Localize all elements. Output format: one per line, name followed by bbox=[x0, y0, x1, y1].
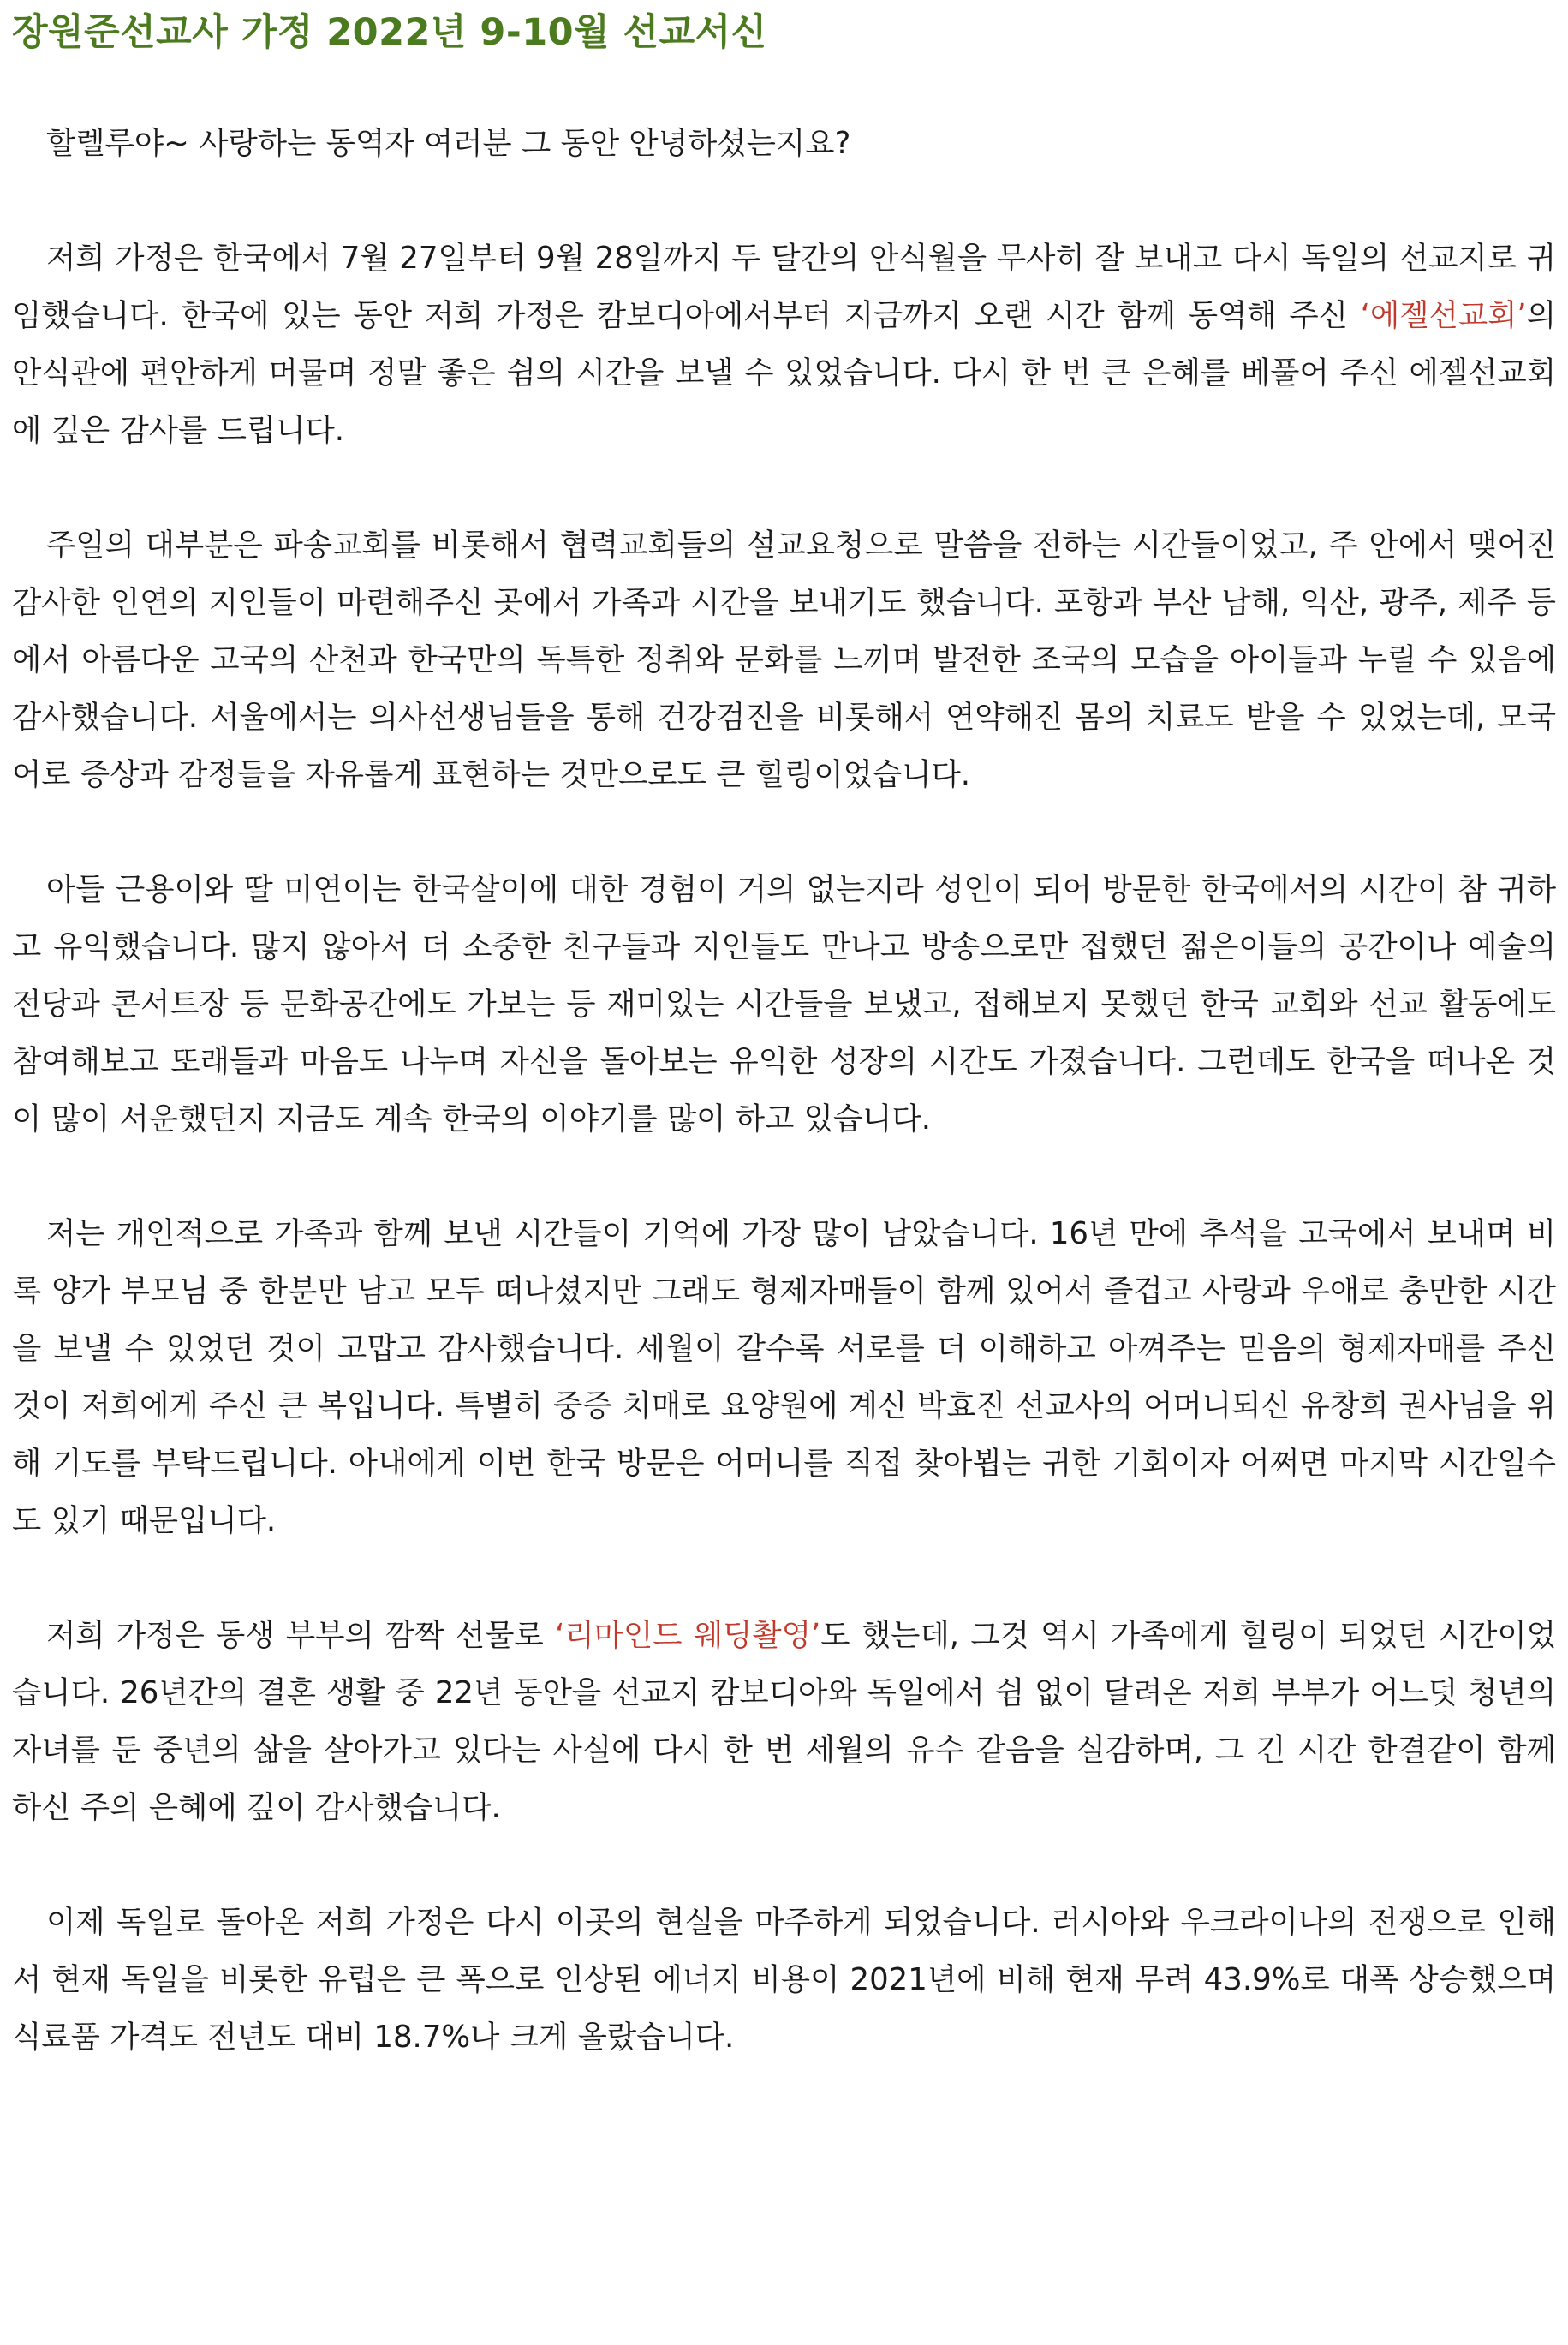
paragraph bbox=[12, 1607, 1556, 1836]
highlighted-text: ‘리마인드 웨딩촬영’ bbox=[555, 1618, 821, 1653]
paragraph-text: 도 했는데, 그것 역시 가족에게 힐링이 되었던 시간이었습니다. 26년간의 결혼 생활 중 22년 동안을 선교지 캄보디아와 독일에서 쉼 없이 달려온 저희 부부가 어느덧 청년의 자녀를 둔 중년의 삶을 살아가고 있다는 사실에 다시 한 번 세월의 유수 같음을 실감하며, 그 긴 시간 한결같이 함께 하신 주의 은혜에 깊이 감사했습니다. bbox=[12, 1618, 1556, 1825]
paragraph-text: 할렐루야~ 사랑하는 동역자 여러분 그 동안 안녕하셨는지요? bbox=[46, 126, 851, 161]
paragraph bbox=[12, 1894, 1556, 2066]
paragraph bbox=[12, 1205, 1556, 1549]
paragraph-text: 이제 독일로 돌아온 저희 가정은 다시 이곳의 현실을 마주하게 되었습니다. 러시아와 우크라이나의 전쟁으로 인해서 현재 독일을 비롯한 유럽은 큰 폭으로 인상된 에너지 비용이 2021년에 비해 현재 무려 43.9%로 대폭 상승했으며 식료품 가격도 전년도 대비 18.7%나 크게 올랐습니다. bbox=[12, 1905, 1556, 2055]
paragraph bbox=[12, 861, 1556, 1148]
paragraph bbox=[12, 230, 1556, 459]
paragraph-text: 저는 개인적으로 가족과 함께 보낸 시간들이 기억에 가장 많이 남았습니다. 16년 만에 추석을 고국에서 보내며 비록 양가 부모님 중 한분만 남고 모두 떠나셨지만 그래도 형제자매들이 함께 있어서 즐겁고 사랑과 우애로 충만한 시간을 보낼 수 있었던 것이 고맙고 감사했습니다. 세월이 갈수록 서로를 더 이해하고 아껴주는 믿음의 형제자매를 주신 것이 저희에게 주신 큰 복입니다. 특별히 중증 치매로 요양원에 계신 박효진 선교사의 어머니되신 유창희 권사님을 위해 기도를 부탁드립니다. 아내에게 이번 한국 방문은 어머니를 직접 찾아뵙는 귀한 기회이자 어쩌면 마지막 시간일수도 있기 때문입니다. bbox=[12, 1216, 1556, 1538]
paragraph-text: 의 안식관에 편안하게 머물며 정말 좋은 쉼의 시간을 보낼 수 있었습니다. 다시 한 번 큰 은혜를 베풀어 주신 에젤선교회에 깊은 감사를 드립니다. bbox=[12, 298, 1556, 448]
paragraph-text: 저희 가정은 동생 부부의 깜짝 선물로 bbox=[46, 1618, 556, 1653]
paragraph-text: 아들 근용이와 딸 미연이는 한국살이에 대한 경험이 거의 없는지라 성인이 되어 방문한 한국에서의 시간이 참 귀하고 유익했습니다. 많지 않아서 더 소중한 친구들과 지인들도 만나고 방송으로만 접했던 젊은이들의 공간이나 예술의 전당과 콘서트장 등 문화공간에도 가보는 등 재미있는 시간들을 보냈고, 접해보지 못했던 한국 교회와 선교 활동에도 참여해보고 또래들과 마음도 나누며 자신을 돌아보는 유익한 성장의 시간도 가졌습니다. 그런데도 한국을 떠나온 것이 많이 서운했던지 지금도 계속 한국의 이야기를 많이 하고 있습니다. bbox=[12, 872, 1556, 1137]
highlighted-text: ‘에젤선교회’ bbox=[1360, 298, 1527, 333]
letter-body bbox=[12, 115, 1556, 2066]
paragraph bbox=[12, 516, 1556, 803]
paragraph bbox=[12, 115, 1556, 172]
paragraph-text: 주일의 대부분은 파송교회를 비롯해서 협력교회들의 설교요청으로 말씀을 전하는 시간들이었고, 주 안에서 맺어진 감사한 인연의 지인들이 마련해주신 곳에서 가족과 시간을 보내기도 했습니다. 포항과 부산 남해, 익산, 광주, 제주 등에서 아름다운 고국의 산천과 한국만의 독특한 정취와 문화를 느끼며 발전한 조국의 모습을 아이들과 누릴 수 있음에 감사했습니다. 서울에서는 의사선생님들을 통해 건강검진을 비롯해서 연약해진 몸의 치료도 받을 수 있었는데, 모국어로 증상과 감정들을 자유롭게 표현하는 것만으로도 큰 힐링이었습니다. bbox=[12, 528, 1556, 792]
paragraph-text: 저희 가정은 한국에서 7월 27일부터 9월 28일까지 두 달간의 안식월을 무사히 잘 보내고 다시 독일의 선교지로 귀임했습니다. 한국에 있는 동안 저희 가정은 캄보디아에서부터 지금까지 오랜 시간 함께 동역해 주신 bbox=[12, 241, 1556, 333]
letter-title: 장원준선교사 가정 2022년 9-10월 선교서신 bbox=[12, 11, 767, 54]
